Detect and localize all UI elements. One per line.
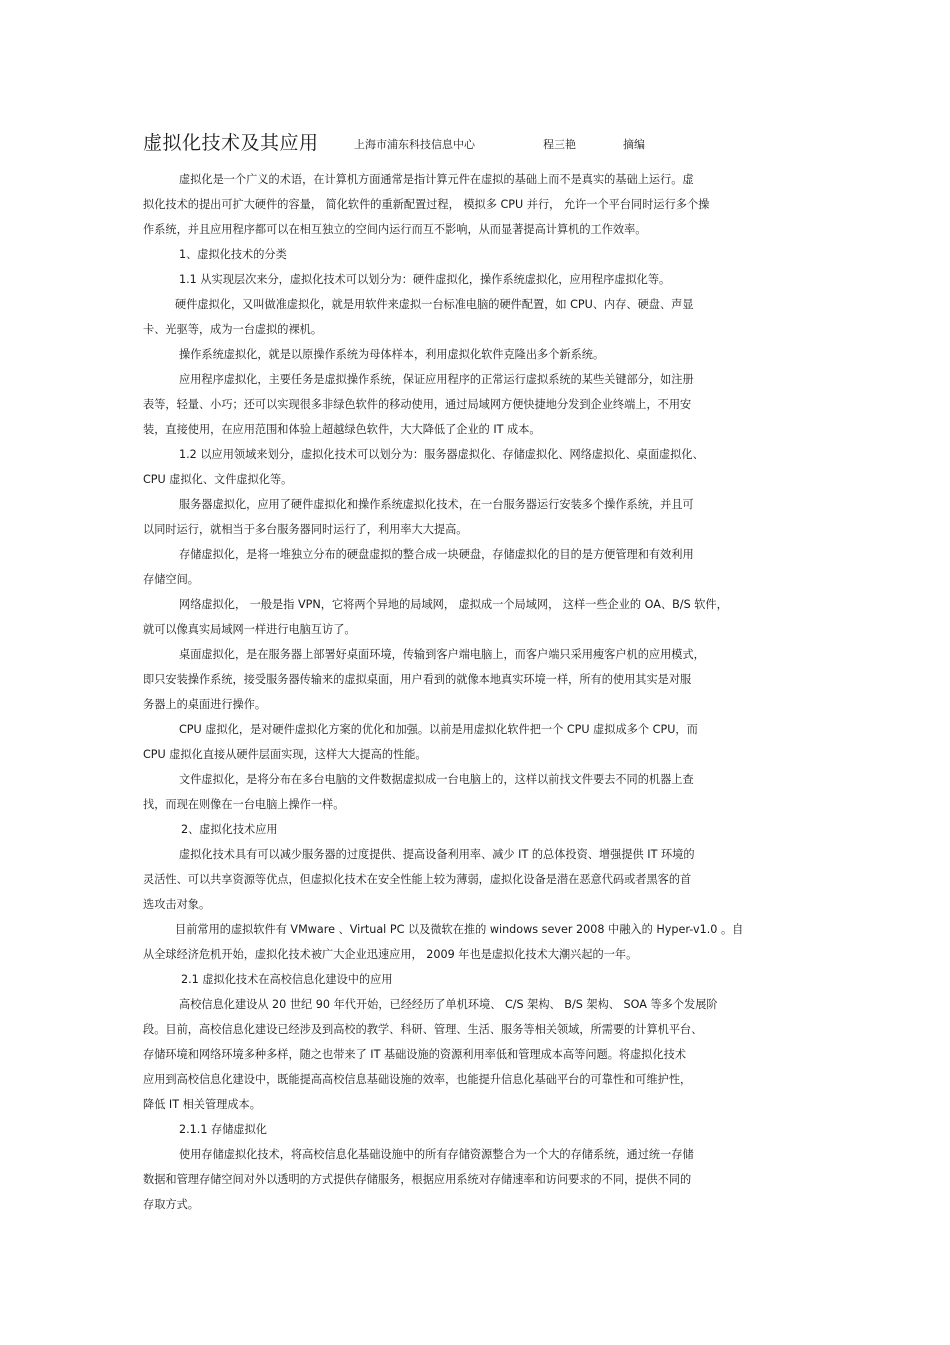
text-line: 虚拟化技术具有可以减少服务器的过度提供、提高设备利用率、减少 IT 的总体投资、增强提供 IT 环境的	[179, 848, 695, 861]
text-line: 就可以像真实局域网一样进行电脑互访了。	[143, 623, 356, 636]
author-name: 程三艳	[543, 138, 576, 151]
text-line: 2、虚拟化技术应用	[181, 823, 278, 836]
document-body	[143, 167, 808, 1217]
author-organization: 上海市浦东科技信息中心	[354, 138, 475, 151]
text-line: 1.2 以应用领域来划分，虚拟化技术可以划分为：服务器虚拟化、存储虚拟化、网络虚拟化、桌面虚拟化、	[179, 448, 704, 461]
text-line: CPU 虚拟化，是对硬件虚拟化方案的优化和加强。以前是用虚拟化软件把一个 CPU 虚拟成多个 CPU，而	[179, 723, 698, 736]
text-line: 卡、光驱等，成为一台虚拟的裸机。	[143, 323, 323, 336]
text-line: 1.1 从实现层次来分，虚拟化技术可以划分为：硬件虚拟化，操作系统虚拟化，应用程序虚拟化等。	[179, 273, 671, 286]
text-line: 虚拟化是一个广义的术语，在计算机方面通常是指计算元件在虚拟的基础上而不是真实的基础上运行。虚	[179, 173, 694, 186]
text-line: CPU 虚拟化、文件虚拟化等。	[143, 473, 293, 486]
text-line: 灵活性、可以共享资源等优点，但虚拟化技术在安全性能上较为薄弱，虚拟化设备是潜在恶意代码或者黑客的首	[143, 873, 692, 886]
text-line: 硬件虚拟化，又叫做准虚拟化，就是用软件来虚拟一台标准电脑的硬件配置，如 CPU、内存、硬盘、声显	[175, 298, 694, 311]
text-line: 作系统，并且应用程序都可以在相互独立的空间内运行而互不影响，从而显著提高计算机的工作效率。	[143, 223, 647, 236]
text-line: 以同时运行，就相当于多台服务器同时运行了，利用率大大提高。	[143, 523, 468, 536]
text-line: 使用存储虚拟化技术，将高校信息化基础设施中的所有存储资源整合为一个大的存储系统，通过统一存储	[179, 1148, 694, 1161]
text-line: CPU 虚拟化直接从硬件层面实现，这样大大提高的性能。	[143, 748, 427, 761]
text-line: 应用程序虚拟化，主要任务是虚拟操作系统，保证应用程序的正常运行虚拟系统的某些关键部分，如注册	[179, 373, 694, 386]
text-line: 降低 IT 相关管理成本。	[143, 1098, 261, 1111]
text-line: 找，而现在则像在一台电脑上操作一样。	[143, 798, 345, 811]
text-line: 应用到高校信息化建设中，既能提高高校信息基础设施的效率，也能提升信息化基础平台的可靠性和可维护性，	[143, 1073, 692, 1086]
text-line: 存储虚拟化，是将一堆独立分布的硬盘虚拟的整合成一块硬盘，存储虚拟化的目的是方便管理和有效利用	[179, 548, 694, 561]
text-line: 存取方式。	[143, 1198, 199, 1211]
document-title: 虚拟化技术及其应用	[143, 132, 319, 154]
text-line: 从全球经济危机开始，虚拟化技术被广大企业迅速应用， 2009 年也是虚拟化技术大潮兴起的一年。	[143, 948, 638, 961]
text-line: 网络虚拟化， 一般是指 VPN，它将两个异地的局域网， 虚拟成一个局域网， 这样一些企业的 OA、B/S 软件，	[179, 598, 728, 611]
text-line: 操作系统虚拟化，就是以原操作系统为母体样本，利用虚拟化软件克隆出多个新系统。	[179, 348, 605, 361]
text-line: 目前常用的虚拟软件有 VMware 、Virtual PC 以及微软在推的 windows sever 2008 中融入的 Hyper-v1.0 。自	[175, 923, 744, 936]
compilation-note: 摘编	[623, 138, 645, 151]
text-line: 2.1 虚拟化技术在高校信息化建设中的应用	[181, 973, 393, 986]
text-line: 数据和管理存储空间对外以透明的方式提供存储服务，根据应用系统对存储速率和访问要求的不同，提供不同的	[143, 1173, 692, 1186]
document-header	[143, 128, 843, 158]
text-line: 高校信息化建设从 20 世纪 90 年代开始，已经经历了单机环境、 C/S 架构、 B/S 架构、 SOA 等多个发展阶	[179, 998, 718, 1011]
text-line: 段。目前，高校信息化建设已经涉及到高校的教学、科研、管理、生活、服务等相关领域，所需要的计算机平台、	[143, 1023, 703, 1036]
text-line: 1、虚拟化技术的分类	[179, 248, 287, 261]
text-line: 即只安装操作系统，接受服务器传输来的虚拟桌面，用户看到的就像本地真实环境一样，所有的使用其实是对服	[143, 673, 692, 686]
text-line: 选攻击对象。	[143, 898, 211, 911]
text-line: 存储环境和网络环境多种多样，随之也带来了 IT 基础设施的资源利用率低和管理成本高等问题。将虚拟化技术	[143, 1048, 687, 1061]
text-line: 文件虚拟化，是将分布在多台电脑的文件数据虚拟成一台电脑上的，这样以前找文件要去不同的机器上查	[179, 773, 694, 786]
text-line: 拟化技术的提出可扩大硬件的容量， 简化软件的重新配置过程， 模拟多 CPU 并行， 允许一个平台同时运行多个操	[143, 198, 710, 211]
text-line: 桌面虚拟化，是在服务器上部署好桌面环境，传输到客户端电脑上，而客户端只采用瘦客户机的应用模式，	[179, 648, 705, 661]
text-line: 表等，轻量、小巧；还可以实现很多非绿色软件的移动使用，通过局域网方便快捷地分发到企业终端上，不用安	[143, 398, 692, 411]
text-line: 装，直接使用，在应用范围和体验上超越绿色软件，大大降低了企业的 IT 成本。	[143, 423, 541, 436]
text-line: 务器上的桌面进行操作。	[143, 698, 267, 711]
text-line: 存储空间。	[143, 573, 199, 586]
text-line: 2.1.1 存储虚拟化	[179, 1123, 267, 1136]
text-line: 服务器虚拟化，应用了硬件虚拟化和操作系统虚拟化技术，在一台服务器运行安装多个操作系统，并且可	[179, 498, 694, 511]
